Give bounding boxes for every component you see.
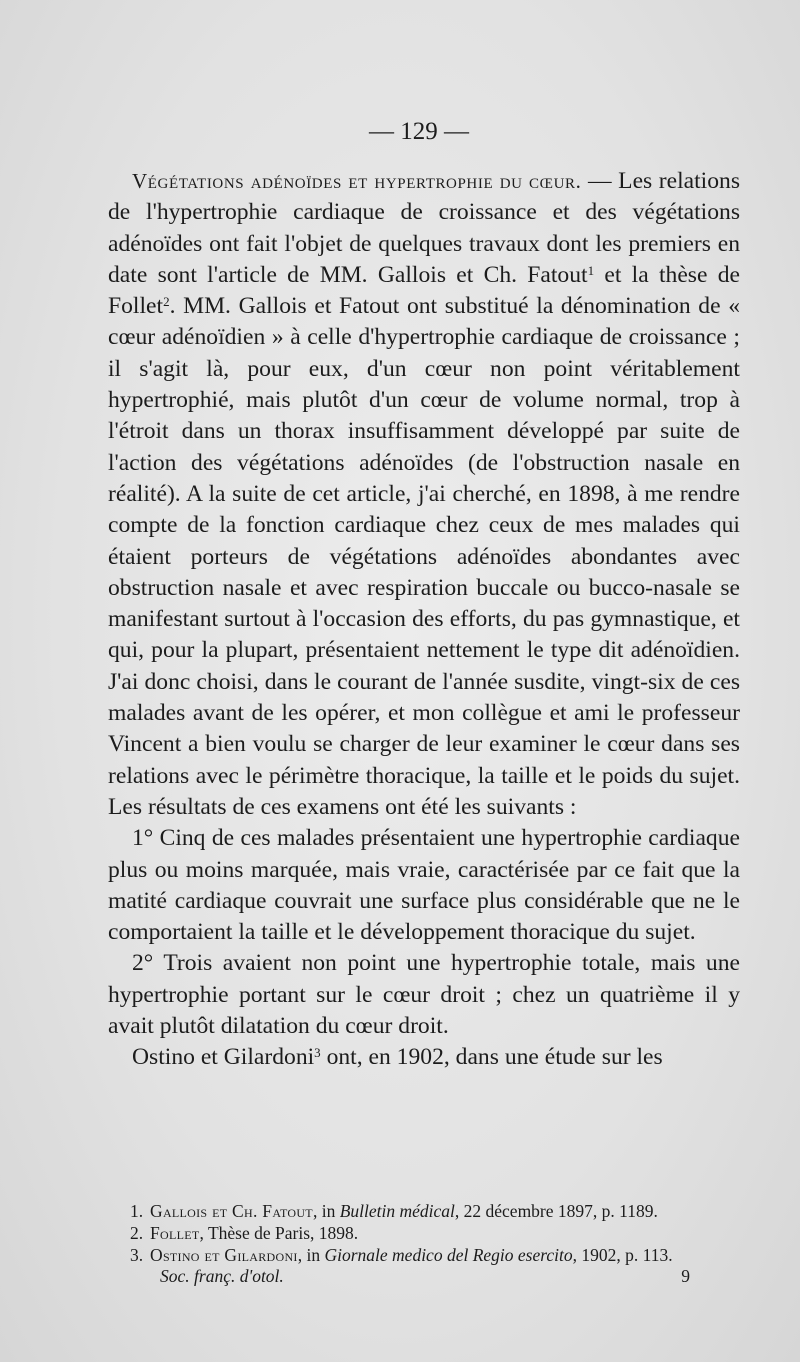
paragraph-4 xyxy=(108,1042,740,1073)
paragraph-1-rest: . MM. Gallois et Fatout ont substitué la dénomination de « cœur adénoïdien » à celle d'hypertrophie cardiaque de croissance ; il s'agit là, pour eux, d'un cœur non point véritablement hypertrophié, mais plutôt d'un cœur de volume normal, trop à l'étroit dans un thorax insuffisamment développé par suite de l'action des végétations adénoïdes (de l'obstruction nasale en réalité). A la suite de cet article, j'ai cherché, en 1898, à me rendre compte de la fonction cardiaque chez ceux de mes malades qui étaient porteurs de végétations adénoïdes abondantes avec obstruction nasale et avec respiration buccale ou bucco-nasale se manifestant surtout à l'occasion des efforts, du pas gymnastique, et qui, pour la plupart, présentaient nettement le type dit adénoïdien. J'ai donc choisi, dans le courant de l'année susdite, vingt-six de ces malades avant de les opérer, et mon collègue et ami le professeur Vincent a bien voulu se charger de leur examiner le cœur dans ses relations avec le périmètre thoracique, la taille et le poids du sujet. Les résultats de ces examens ont été les suivants : xyxy=(108,293,740,820)
footnote-sep: , in xyxy=(297,1245,325,1265)
footnote-1 xyxy=(130,1200,742,1222)
footnotes xyxy=(130,1200,742,1266)
footnote-number: 3. xyxy=(130,1245,144,1265)
signature-text: Soc. franç. d'otol. xyxy=(160,1266,284,1286)
footnote-rest: , 1902, p. 113. xyxy=(572,1245,673,1265)
footnote-author: Follet xyxy=(150,1223,200,1243)
signature-line xyxy=(160,1266,690,1287)
footnote-number: 1. xyxy=(130,1201,144,1221)
section-heading: Végétations adénoïdes et hypertrophie du cœur. xyxy=(132,169,582,193)
paragraph-4-start: Ostino et Gilardoni xyxy=(132,1044,315,1071)
footnote-author: Gallois et Ch. Fatout xyxy=(150,1201,313,1221)
footnote-sep: , xyxy=(199,1223,208,1243)
footnote-2 xyxy=(130,1222,742,1244)
footnote-ref-3[interactable]: 3 xyxy=(314,1045,321,1061)
footnote-ref-1[interactable]: 1 xyxy=(587,262,595,278)
footnote-3 xyxy=(130,1244,742,1266)
footnote-rest: , 22 décembre 1897, p. 1189. xyxy=(454,1201,658,1221)
paragraph-2: 1° Cinq de ces malades présentaient une hypertrophie cardiaque plus ou moins marquée, mais vraie, caractérisée par ce fait que la matité cardiaque couvrait une surface plus considérable que ne le comportaient la taille et le développement thoracique du sujet. xyxy=(108,825,740,946)
paragraph-4-rest: ont, en 1902, dans une étude sur les xyxy=(320,1044,663,1071)
paragraph-3: 2° Trois avaient non point une hypertrophie totale, mais une hypertrophie portant sur le cœur droit ; chez un quatrième il y avait plutôt dilatation du cœur droit. xyxy=(108,950,740,1040)
sheet-number: 9 xyxy=(681,1266,690,1286)
footnote-title: Bulletin médical xyxy=(339,1201,455,1221)
paragraph-1 xyxy=(108,166,740,823)
footnote-rest: Thèse de Paris, 1898. xyxy=(207,1223,359,1243)
footnote-title: Giornale medico del Regio esercito xyxy=(324,1245,573,1265)
body-text xyxy=(108,166,740,1074)
paragraph-1-intro: — Les relations de l'hypertrophie cardiaque de croissance et des végétations adénoïdes ont fait l'objet de quelques travaux dont les premiers en date sont l'article de MM. Gallois et Ch. Fatout xyxy=(108,168,740,288)
page-number: — 129 — xyxy=(369,118,469,145)
footnote-ref-2[interactable]: 2 xyxy=(163,294,170,310)
footnote-sep: , in xyxy=(312,1201,340,1221)
footnote-number: 2. xyxy=(130,1223,144,1243)
footnote-author: Ostino et Gilardoni xyxy=(150,1245,298,1265)
paragraph-1-mid: et la thèse de Follet xyxy=(108,261,740,320)
